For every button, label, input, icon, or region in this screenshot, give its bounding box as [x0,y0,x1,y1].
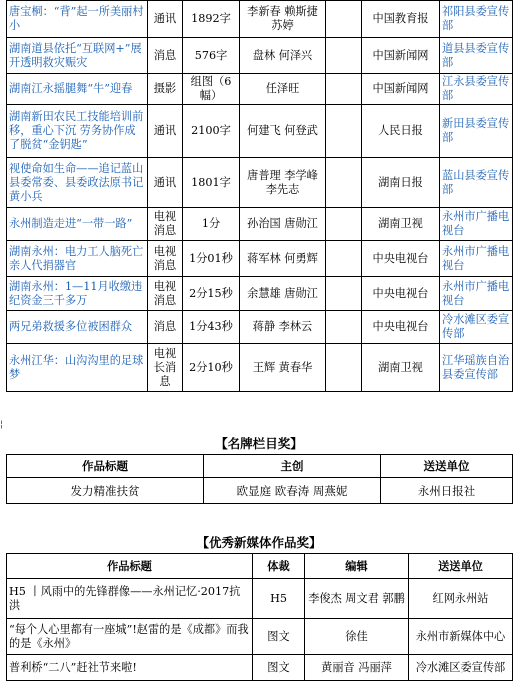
cell-type: 电视消息 [148,241,183,277]
cell-size: 1801字 [183,158,240,208]
brand-column-table [6,454,513,504]
table-row [7,619,513,655]
cell-type: 图文 [253,655,305,681]
cell-unit: 蓝山县委宣传部 [440,158,513,208]
cell-author: 唐普理 李学峰 李先志 [240,158,326,208]
cell-author: 盘林 何泽兴 [240,38,326,74]
cell-editor: 黄丽音 冯丽萍 [305,655,409,681]
cell-author: 孙治国 唐勋江 [240,208,326,241]
cell-title: 湖南新田农民工技能培训前移，重心下沉 劳务协作成了脱贫“金钥匙” [7,105,148,158]
cell-type: 电视消息 [148,277,183,311]
cell-blank [326,38,362,74]
cell-unit: 江华瑶族自治县委宣传部 [440,344,513,392]
cell-unit: 永州市广播电视台 [440,277,513,311]
cell-size: 1分43秒 [183,311,240,344]
cell-title: 普利桥“二八”赶社节来啦! [7,655,253,681]
table-row [7,655,513,681]
cell-media: 中央电视台 [362,311,440,344]
table-row [7,344,513,392]
cell-title: 湖南永州：电力工人脑死亡 亲人代捐器官 [7,241,148,277]
cell-author: 李新春 赖斯捷 苏婷 [240,1,326,38]
cell-unit: 祁阳县委宣传部 [440,1,513,38]
cell-blank [326,208,362,241]
table-row [7,277,513,311]
cell-size: 1分01秒 [183,241,240,277]
header-author: 主创 [204,455,381,478]
cell-author: 蒋军林 何勇辉 [240,241,326,277]
cell-size: 576字 [183,38,240,74]
new-media-table [6,553,513,681]
cell-author: 欧显庭 欧春涛 周燕妮 [204,478,381,504]
header-type: 体裁 [253,554,305,579]
table-row [7,158,513,208]
cell-media: 中国新闻网 [362,38,440,74]
header-unit: 送送单位 [409,554,513,579]
cell-title: 发力精准扶贫 [7,478,204,504]
cell-media: 中央电视台 [362,241,440,277]
cell-size: 2100字 [183,105,240,158]
cell-title: 湖南永州：1—11月收缴违纪资金三千多万 [7,277,148,311]
cell-media: 湖南卫视 [362,344,440,392]
cell-size: 1892字 [183,1,240,38]
table-row [7,38,513,74]
header-title: 作品标题 [7,455,204,478]
cell-unit: 红网永州站 [409,579,513,619]
cell-size: 2分15秒 [183,277,240,311]
cell-title: 唐宝桐：“背”起一所美丽村小 [7,1,148,38]
section-heading-new-media: 【优秀新媒体作品奖】 [196,535,322,550]
cell-type: H5 [253,579,305,619]
cell-size: 组图（6幅） [183,74,240,105]
cell-author: 任泽旺 [240,74,326,105]
cell-blank [326,158,362,208]
cell-author: 蒋静 李林云 [240,311,326,344]
cell-title: H5 丨风雨中的先锋群像——永州记忆·2017抗洪 [7,579,253,619]
cell-unit: 永州市广播电视台 [440,241,513,277]
cell-type: 图文 [253,619,305,655]
table-row [7,241,513,277]
cell-blank [326,311,362,344]
cell-title: 两兄弟救援多位被困群众 [7,311,148,344]
table-header-row [7,554,513,579]
header-unit: 送送单位 [381,455,513,478]
cell-editor: 李俊杰 周文君 郭鹏 [305,579,409,619]
table-row [7,74,513,105]
header-title: 作品标题 [7,554,253,579]
cell-size: 1分 [183,208,240,241]
cell-type: 消息 [148,38,183,74]
table-row [7,208,513,241]
cell-unit: 江永县委宣传部 [440,74,513,105]
cell-media: 中国新闻网 [362,74,440,105]
section-heading-brand-column: 【名牌栏目奖】 [215,436,303,451]
table-row [7,311,513,344]
cell-media: 中央电视台 [362,277,440,311]
cell-author: 王辉 黄春华 [240,344,326,392]
cell-media: 湖南卫视 [362,208,440,241]
cell-unit: 永州日报社 [381,478,513,504]
cell-unit: 冷水滩区委宣传部 [440,311,513,344]
cell-editor: 徐佳 [305,619,409,655]
cell-blank [326,105,362,158]
header-editor: 编辑 [305,554,409,579]
cell-type: 电视长消息 [148,344,183,392]
cell-media: 湖南日报 [362,158,440,208]
cell-blank [326,241,362,277]
cell-media: 中国教育报 [362,1,440,38]
cell-size: 2分10秒 [183,344,240,392]
cell-blank [326,1,362,38]
cell-type: 通讯 [148,105,183,158]
awards-table [6,0,513,392]
cell-type: 消息 [148,311,183,344]
cell-type: 通讯 [148,158,183,208]
cell-title: 永州江华：山沟沟里的足球梦 [7,344,148,392]
cell-title: 视使命如生命——追记蓝山县委常委、县委政法原书记黄小兵 [7,158,148,208]
cell-unit: 永州市新媒体中心 [409,619,513,655]
table-row [7,579,513,619]
cell-type: 摄影 [148,74,183,105]
cell-media: 人民日报 [362,105,440,158]
table-row [7,478,513,504]
cell-title: 湖南道县依托“互联网+”展开透明救灾赈灾 [7,38,148,74]
cell-title: “每个人心里都有一座城”!赵雷的是《成都》而我的是《永州》 [7,619,253,655]
table-row [7,1,513,38]
table-header-row [7,455,513,478]
cell-unit: 冷水滩区委宣传部 [409,655,513,681]
cell-blank [326,74,362,105]
cell-unit: 道县县委宣传部 [440,38,513,74]
cell-author: 何建飞 何登武 [240,105,326,158]
cell-type: 电视消息 [148,208,183,241]
cell-blank [326,277,362,311]
cell-type: 通讯 [148,1,183,38]
cell-author: 余慧雄 唐勋江 [240,277,326,311]
text-cursor-mark: ¦ [0,420,4,430]
cell-title: 永州制造走进“一带一路” [7,208,148,241]
cell-unit: 新田县委宣传部 [440,105,513,158]
cell-unit: 永州市广播电视台 [440,208,513,241]
table-row [7,105,513,158]
cell-blank [326,344,362,392]
cell-title: 湖南江永摇腿舞“牛”迎春 [7,74,148,105]
